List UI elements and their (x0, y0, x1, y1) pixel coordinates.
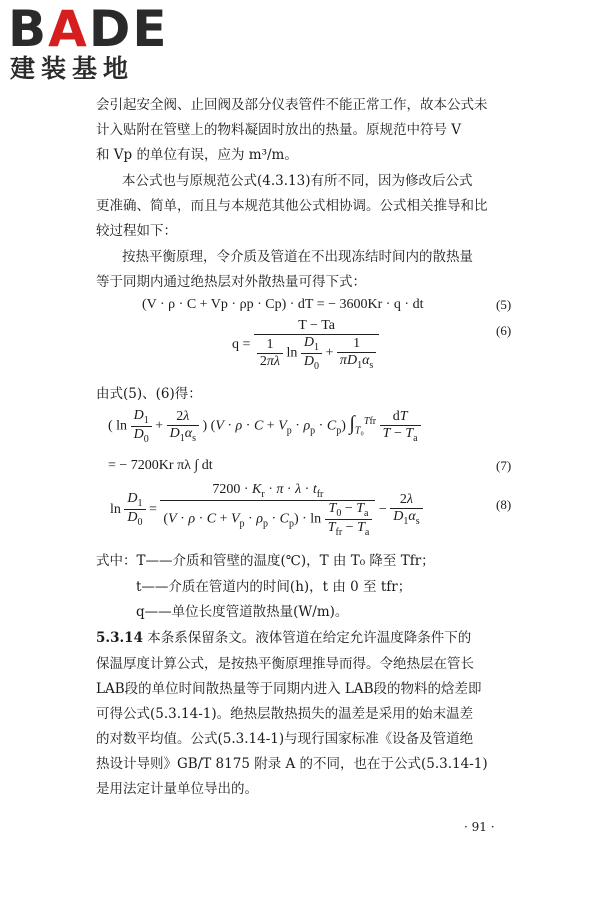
equation-7-line-1: ( ln $\frac{D_1}{D_0}$ + $\frac{2\lambda}{D_1\alpha_s}$ ) $(V \cdot \rho \cdot C + V_p \cdot \rho_p \cdot C_p)$ $\int_{T_0}^{Tfr}$ $\frac{dT}{T - T_a}$ (108, 408, 421, 445)
text-line: 本公式也与原规范公式(4.3.13)有所不同，因为修改后公式 (122, 173, 473, 189)
text-line: 可得公式(5.3.14-1)。绝热层散热损失的温差是采用的始末温差 (96, 706, 474, 722)
definition-line: q——单位长度管道散热量(W/m)。 (136, 604, 349, 620)
equation-number: (6) (496, 323, 512, 338)
text-line: 较过程如下： (96, 223, 177, 239)
section-number: 5.3.14 (96, 630, 143, 646)
definition-line: 式中：T——介质和管壁的温度(℃)，T 由 T₀ 降至 Tfr； (96, 553, 435, 569)
text-line: 更准确、简单，而且与本规范其他公式相协调。公式相关推导和比 (96, 198, 488, 214)
equation-number: (7) (496, 458, 512, 473)
bade-logo (8, 0, 169, 84)
text-line: 计入贴附在管壁上的物料凝固时放出的热量。原规范中符号 V (96, 122, 462, 138)
equation-8: ln $\frac{D_1}{D_0}$ = $7200 \cdot K_r \cdot \pi \cdot \lambda \cdot t_{fr}$ $(V \cdot \rho \cdot C + V_p \cdot \rho_p \cdot C_p) \cdot \ln$ $\frac{T_0 - T_a}{T_{fr} - T_a}$ − $\frac{2\lambda}{D_1\alpha_s}$ (110, 482, 423, 537)
equation-7-line-2: = − 7200Kr πλ ∫ dt (108, 458, 213, 473)
page-number: · 91 · (464, 820, 495, 834)
logo-wordmark: BADE (8, 0, 169, 58)
text-line: 由式(5)、(6)得： (96, 386, 202, 402)
equation-5: (V · ρ · C + Vp · ρp · Cp) · dT = − 3600Kr · q · dt (142, 297, 424, 312)
text-line: 和 Vp 的单位有误，应为 m³/m。 (96, 147, 298, 163)
section-line: 5.3.14 本条系保留条文。液体管道在给定允许温度降条件下的 (96, 630, 472, 646)
definition-line: t——介质在管道内的时间(h)，t 由 0 至 tfr； (136, 579, 412, 595)
text-line: 热设计导则》GB/T 8175 附录 A 的不同，也在于公式(5.3.14-1) (96, 756, 488, 772)
text-line: 保温厚度计算公式，是按热平衡原理推导而得。令绝热层在管长 (96, 656, 474, 672)
logo-subtitle: 建装基地 (10, 54, 135, 83)
equation-number: (8) (496, 497, 512, 512)
text-line: 的对数平均值。公式(5.3.14-1)与现行国家标准《设备及管道绝 (96, 731, 474, 747)
text-line: 是用法定计量单位导出的。 (96, 781, 258, 797)
text-line: 等于同期内通过绝热层对外散热量可得下式： (96, 274, 366, 290)
equation-6-numerator: T − Ta (254, 318, 379, 335)
equation-number: (5) (496, 297, 512, 312)
equation-6: q = T − Ta $\frac{1}{2\pi\lambda}$ ln $\frac{D_1}{D_0}$ + $\frac{1}{\pi D_1\alpha_s}$ (232, 318, 379, 372)
text-line: 会引起安全阀、止回阀及部分仪表管件不能正常工作，故本公式未 (96, 97, 488, 113)
text-line: LAB段的单位时间散热量等于同期内进入 LAB段的物料的焓差即 (96, 681, 482, 697)
text-line: 按热平衡原理，令介质及管道在不出现冻结时间内的散热量 (122, 249, 473, 265)
